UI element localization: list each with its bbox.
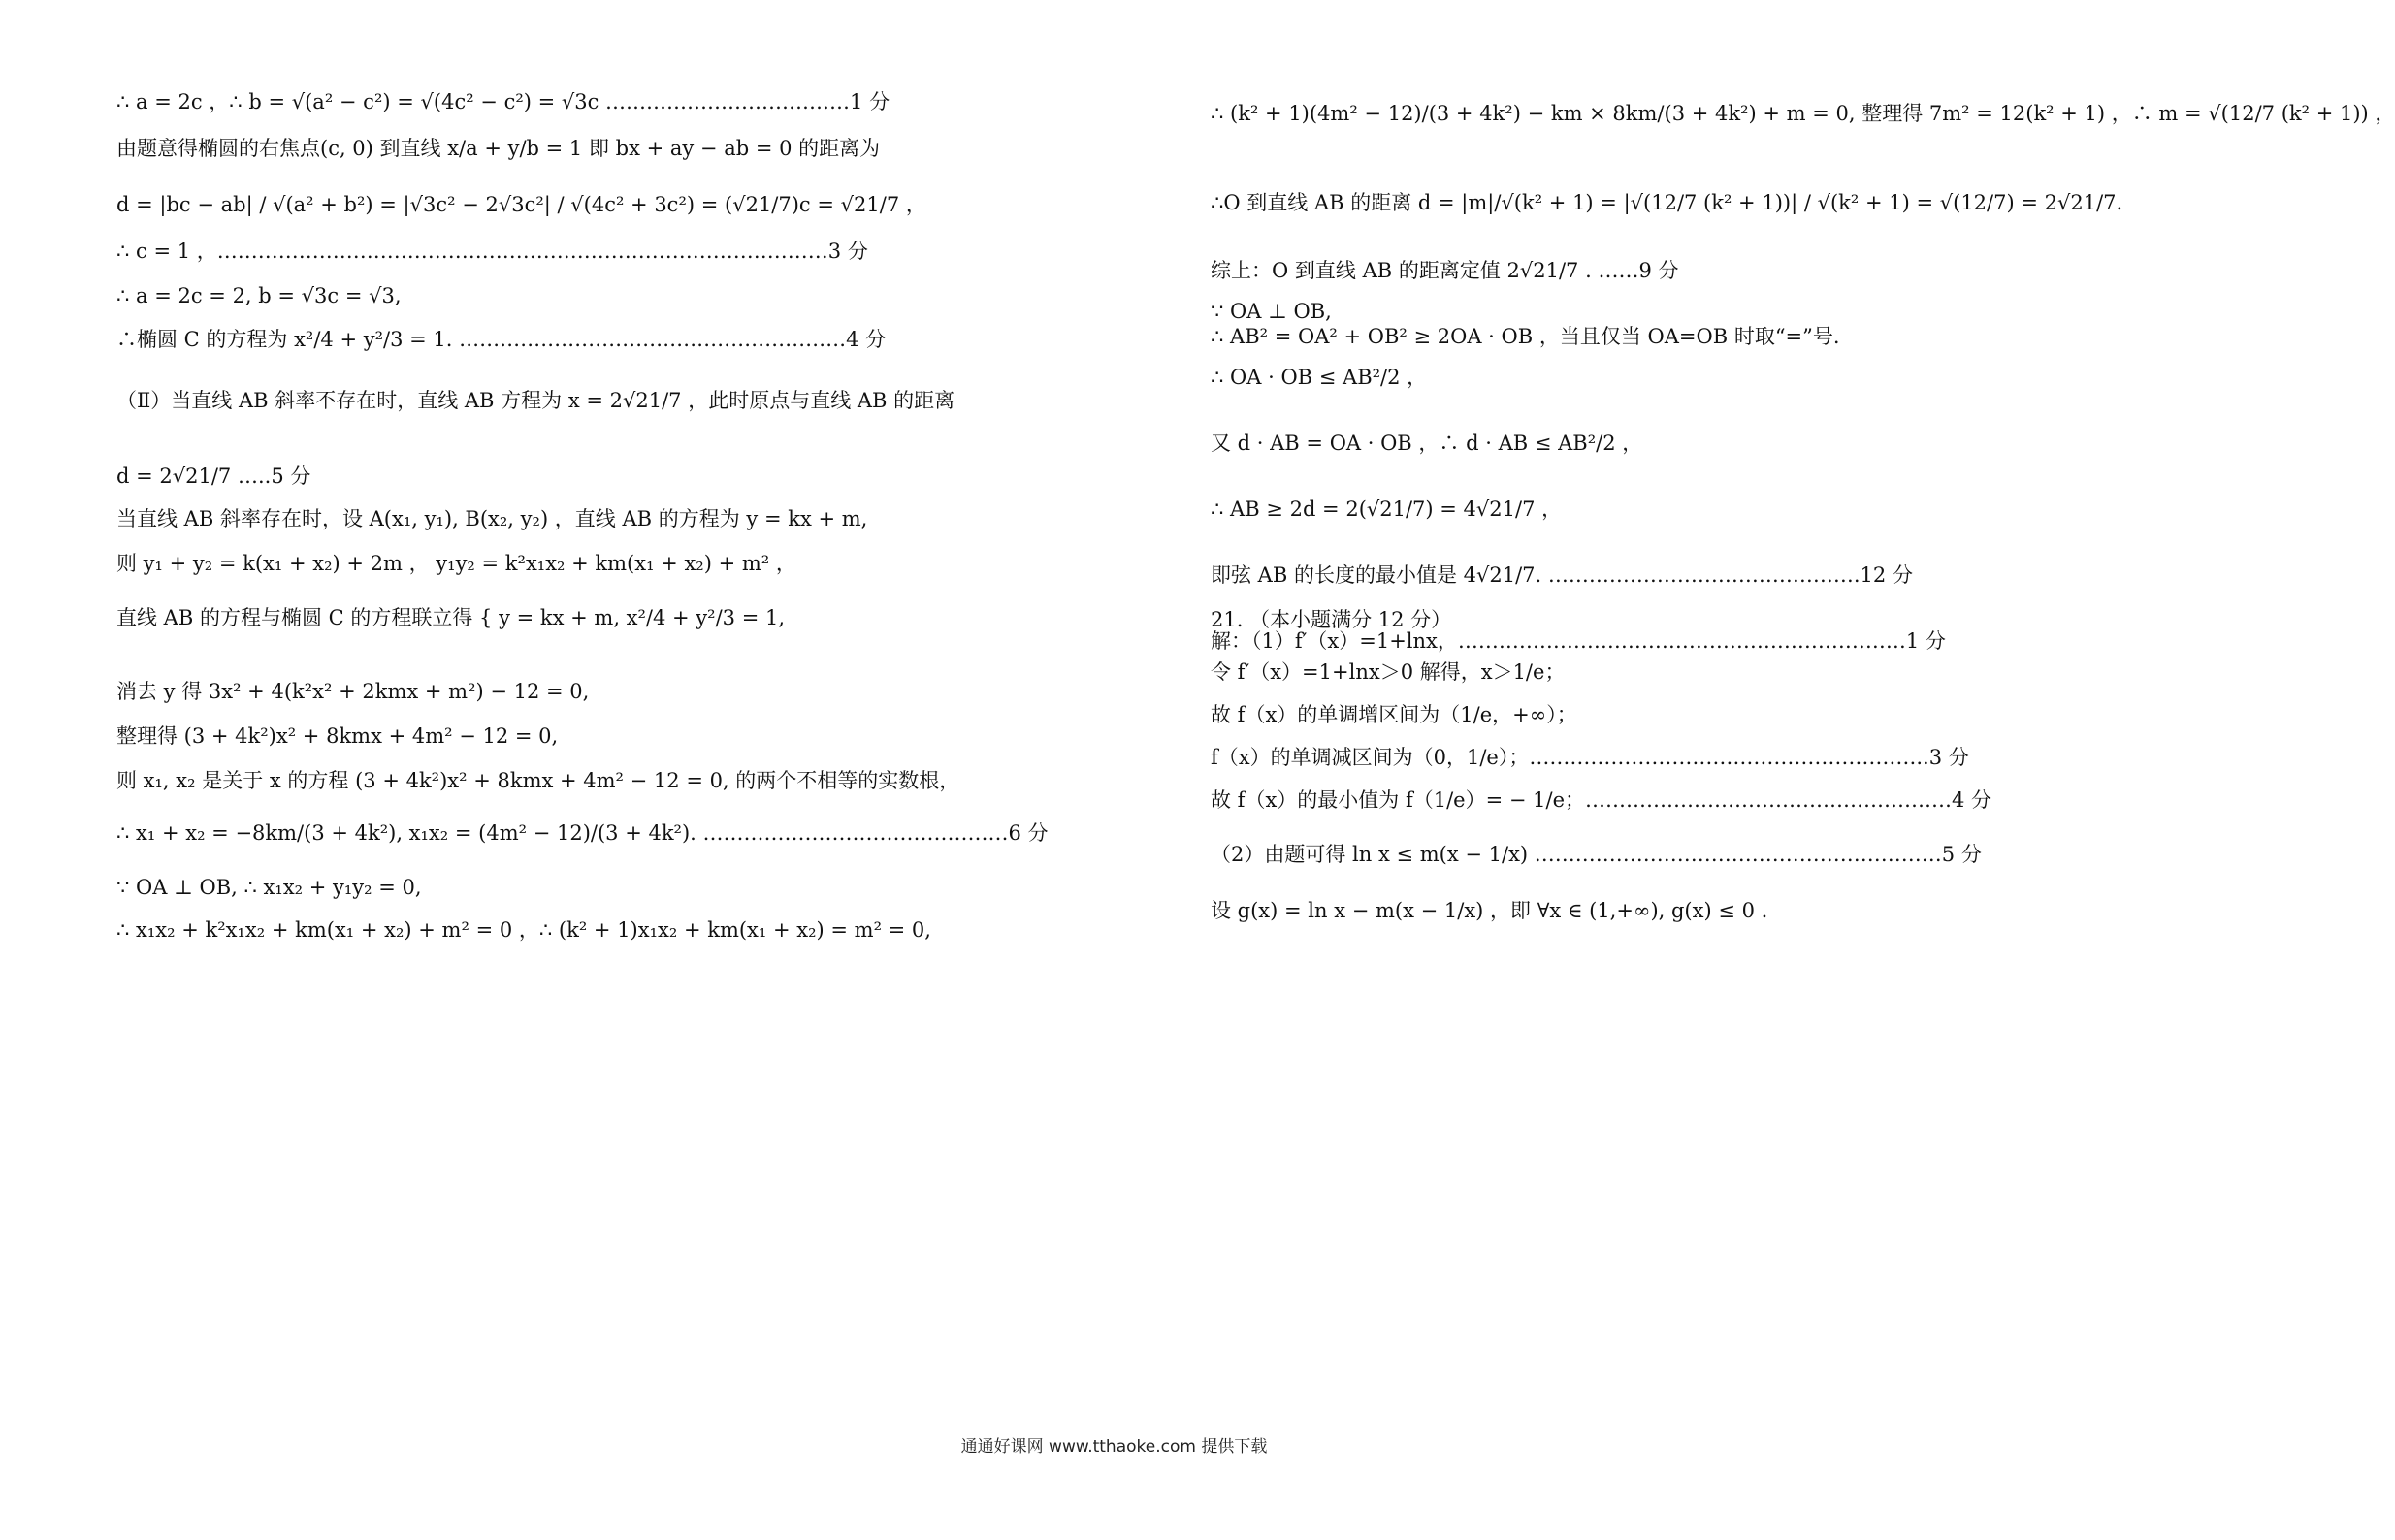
left-line: ∴ a = 2c = 2, b = √3c = √3, <box>116 284 402 307</box>
right-line: ∵ OA ⊥ OB, <box>1211 300 1332 323</box>
left-line: 当直线 AB 斜率存在时，设 A(x₁, y₁), B(x₂, y₂) ，直线 AB 的方程为 y = kx + m, <box>116 507 868 530</box>
left-line: 则 x₁, x₂ 是关于 x 的方程 (3 + 4k²)x² + 8kmx + 4m² − 12 = 0, 的两个不相等的实数根， <box>116 769 960 792</box>
left-line: 直线 AB 的方程与椭圆 C 的方程联立得 { y = kx + m, x²/4 + y²/3 = 1, <box>116 606 786 629</box>
left-line: 由题意得椭圆的右焦点(c, 0) 到直线 x/a + y/b = 1 即 bx + ay − ab = 0 的距离为 <box>116 137 881 160</box>
right-line: 故 f（x）的最小值为 f（1/e）= − 1/e；………………………………………………4 分 <box>1211 788 1992 812</box>
left-line: ∴ a = 2c ，∴ b = √(a² − c²) = √(4c² − c²) = √3c ………………………………1 分 <box>116 90 890 113</box>
left-line: 则 y₁ + y₂ = k(x₁ + x₂) + 2m ， y₁y₂ = k²x₁x₂ + km(x₁ + x₂) + m² ， <box>116 552 796 575</box>
right-line: ∴ OA · OB ≤ AB²/2 ， <box>1211 366 1428 389</box>
right-line: 综上：O 到直线 AB 的距离定值 2√21/7 . ……9 分 <box>1211 259 1679 282</box>
right-line: 21. （本小题满分 12 分） <box>1211 608 1452 631</box>
left-line: ∴ c = 1 ，………………………………………………………………………………3 分 <box>116 240 868 263</box>
page-footer: 通通好课网 www.tthaoke.com 提供下载 <box>960 1437 1268 1457</box>
right-line: （2）由题可得 ln x ≤ m(x − 1/x) ……………………………………………………5 分 <box>1211 843 1982 866</box>
left-line: ∴ x₁x₂ + k²x₁x₂ + km(x₁ + x₂) + m² = 0 ，∴ (k² + 1)x₁x₂ + km(x₁ + x₂) = m² = 0, <box>116 918 931 942</box>
right-line: 即弦 AB 的长度的最小值是 4√21/7. ……………………………………….12 分 <box>1211 563 1913 587</box>
left-line: ∴ x₁ + x₂ = −8km/(3 + 4k²), x₁x₂ = (4m² − 12)/(3 + 4k²). ………………………………………6 分 <box>116 821 1049 845</box>
right-line: ∴ (k² + 1)(4m² − 12)/(3 + 4k²) − km × 8km/(3 + 4k²) + m = 0, 整理得 7m² = 12(k² + 1) ，∴ m = √(12/7 (k² + 1)) ， <box>1211 102 2395 125</box>
right-line: f（x）的单调减区间为（0，1/e）；…………………………………………………..3 分 <box>1211 746 1969 769</box>
left-line: 消去 y 得 3x² + 4(k²x² + 2kmx + m²) − 12 = 0, <box>116 680 590 703</box>
right-line: 又 d · AB = OA · OB ，∴ d · AB ≤ AB²/2 ， <box>1211 432 1643 455</box>
left-line: ∴椭圆 C 的方程为 x²/4 + y²/3 = 1. …………………………………………………4 分 <box>116 328 887 351</box>
right-line: 解：（1）f′（x）=1+lnx，…………………………………………………………1 分 <box>1211 629 1946 653</box>
right-line: 令 f′（x）=1+lnx＞0 解得，x＞1/e； <box>1211 660 1566 684</box>
left-line: d = 2√21/7 …..5 分 <box>116 465 311 488</box>
left-line: ∵ OA ⊥ OB, ∴ x₁x₂ + y₁y₂ = 0, <box>116 876 422 899</box>
left-line: d = |bc − ab| / √(a² + b²) = |√3c² − 2√3c²| / √(4c² + 3c²) = (√21/7)c = √21/7 ， <box>116 193 926 216</box>
right-line: 故 f（x）的单调增区间为（1/e，+∞）； <box>1211 703 1577 726</box>
left-line: （Ⅱ）当直线 AB 斜率不存在时，直线 AB 方程为 x = 2√21/7 ，此时原点与直线 AB 的距离 <box>116 389 955 412</box>
right-line: ∴ AB² = OA² + OB² ≥ 2OA · OB ，当且仅当 OA=OB 时取“=”号. <box>1211 325 1840 348</box>
right-line: ∴O 到直线 AB 的距离 d = |m|/√(k² + 1) = |√(12/7 (k² + 1))| / √(k² + 1) = √(12/7) = 2√21/7. <box>1211 191 2123 214</box>
right-line: 设 g(x) = ln x − m(x − 1/x) ，即 ∀x ∈ (1,+∞), g(x) ≤ 0 . <box>1211 899 1768 922</box>
right-line: ∴ AB ≥ 2d = 2(√21/7) = 4√21/7 ， <box>1211 497 1563 521</box>
left-line: 整理得 (3 + 4k²)x² + 8kmx + 4m² − 12 = 0, <box>116 724 559 748</box>
